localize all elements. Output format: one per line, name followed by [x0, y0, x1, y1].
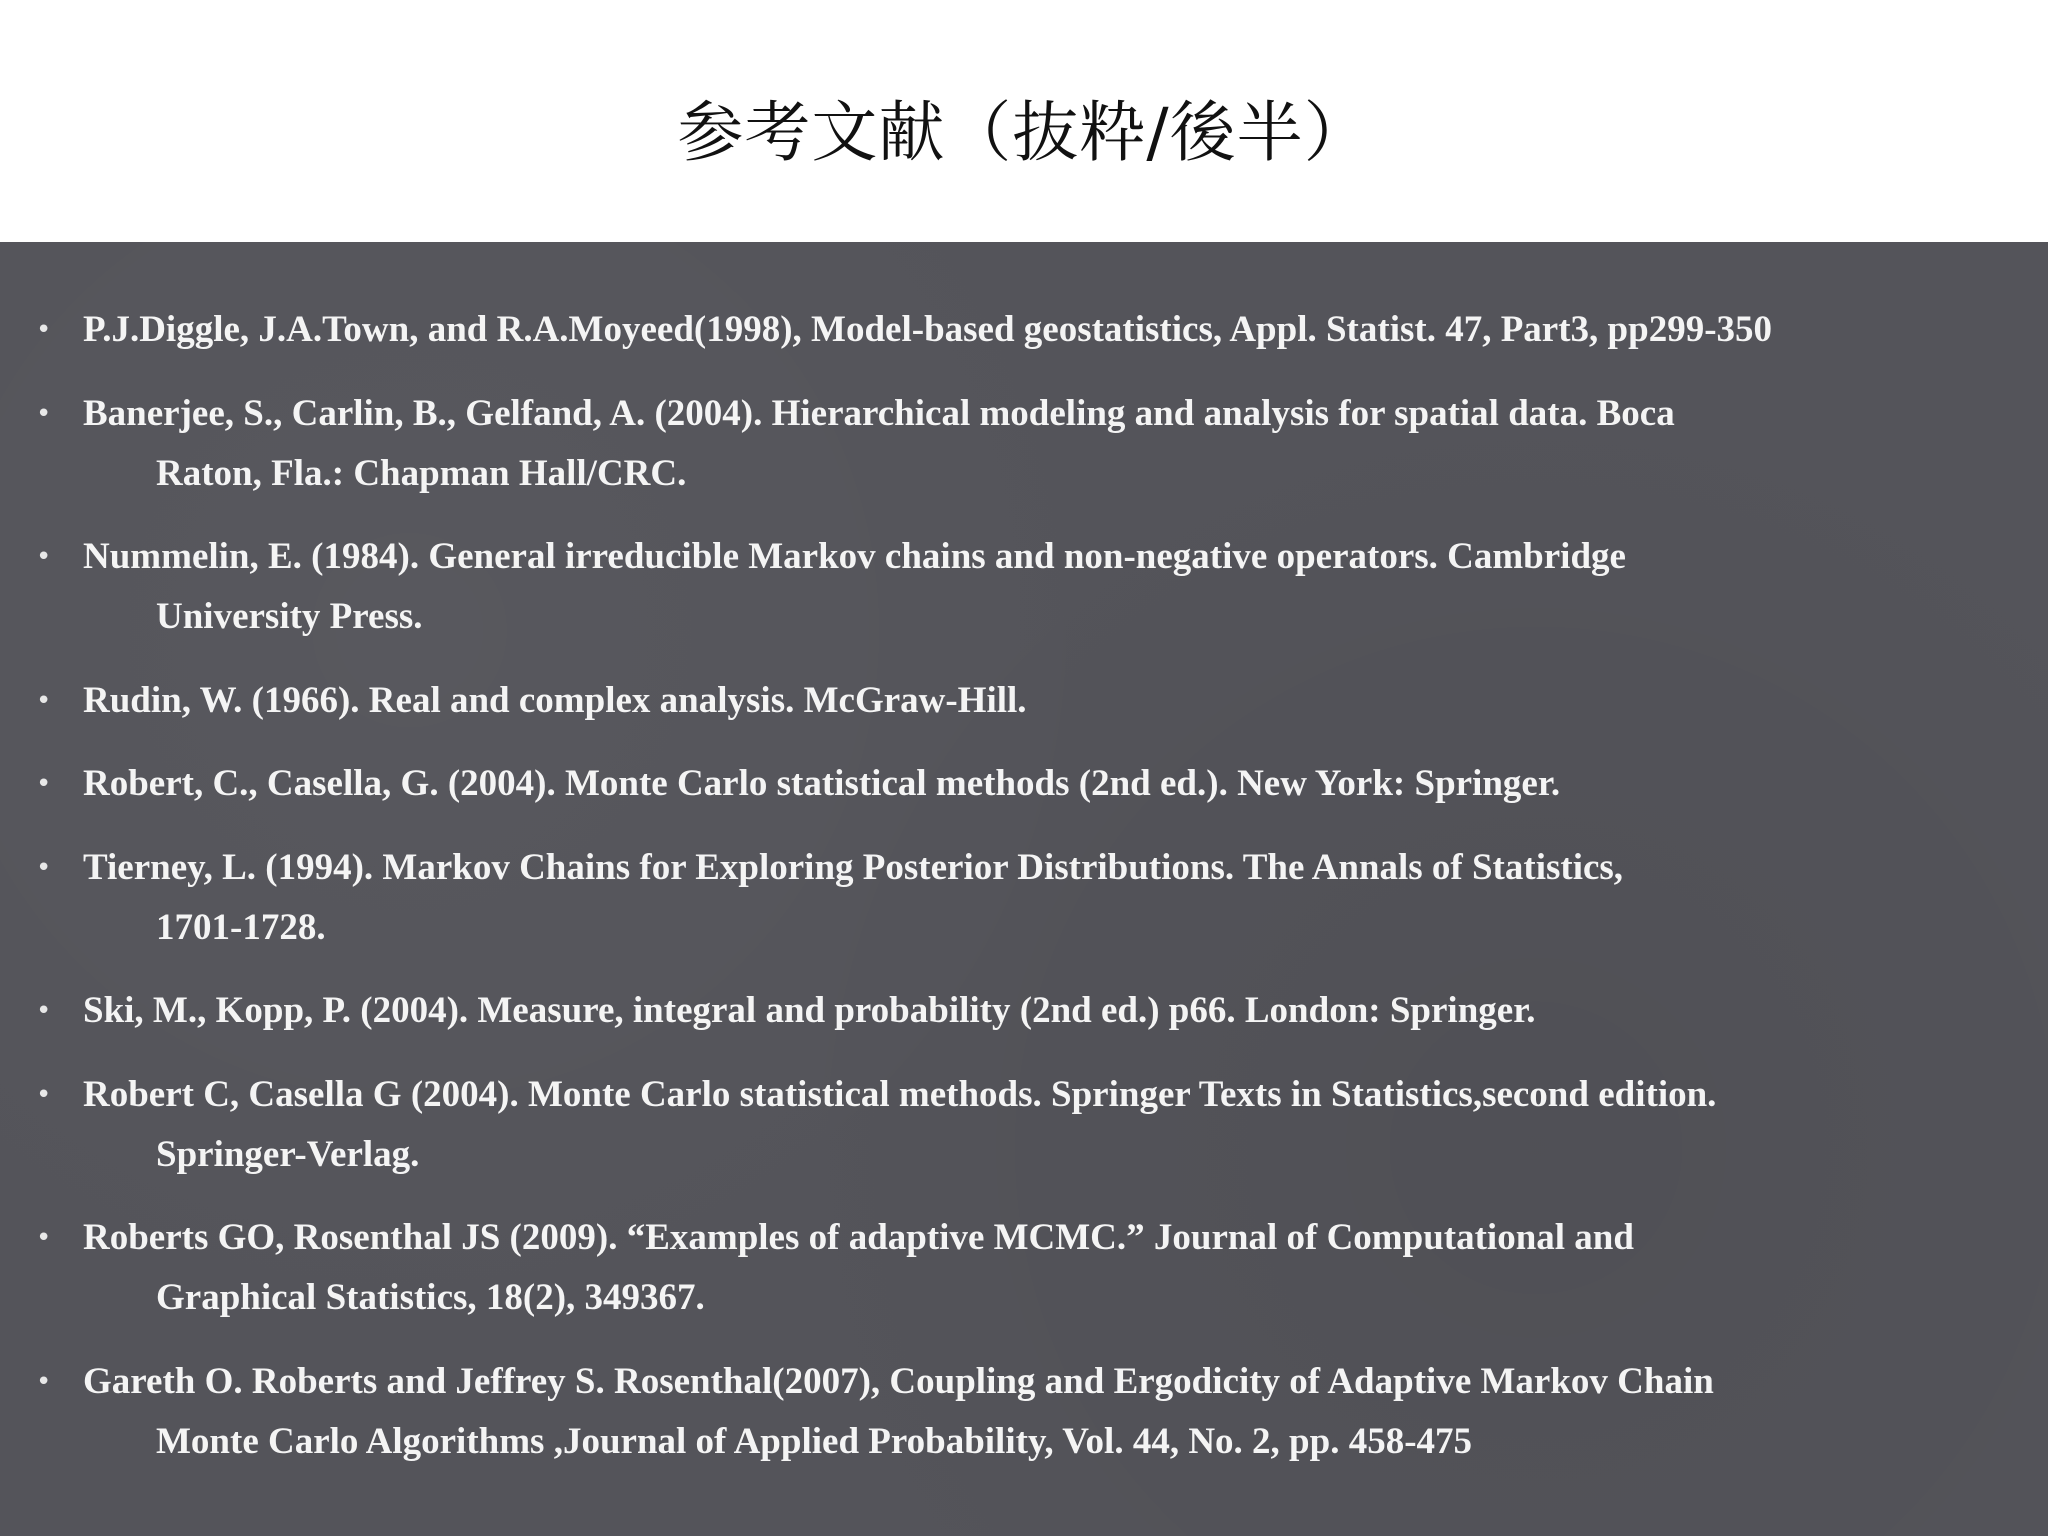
bullet-icon: •	[36, 1223, 52, 1253]
reference-item	[0, 981, 2048, 1041]
reference-item	[0, 300, 2048, 360]
content-band	[0, 242, 2048, 1536]
reference-item	[0, 1208, 2048, 1328]
bullet-icon: •	[36, 542, 52, 572]
reference-item	[0, 527, 2048, 647]
bullet-icon: •	[36, 315, 52, 345]
reference-item	[0, 671, 2048, 731]
title-band	[0, 0, 2048, 242]
reference-text-line: Nummelin, E. (1984). General irreducible Markov chains and non-negative operators. Cambridge	[83, 536, 1626, 577]
reference-text-line: University Press.	[156, 596, 423, 637]
reference-text-line: Gareth O. Roberts and Jeffrey S. Rosenthal(2007), Coupling and Ergodicity of Adaptive Markov Chain	[83, 1360, 1714, 1402]
reference-text-line: Springer-Verlag.	[156, 1133, 420, 1175]
reference-item	[0, 754, 2048, 814]
bullet-icon: •	[36, 996, 52, 1026]
reference-text-line: Robert, C., Casella, G. (2004). Monte Carlo statistical methods (2nd ed.). New York: Springer.	[83, 763, 1561, 804]
reference-text-line: Roberts GO, Rosenthal JS (2009). “Examples of adaptive MCMC.” Journal of Computational and	[83, 1217, 1634, 1258]
bullet-icon: •	[36, 1079, 52, 1110]
reference-text-line: Rudin, W. (1966). Real and complex analysis. McGraw-Hill.	[83, 679, 1027, 721]
reference-text-line: Banerjee, S., Carlin, B., Gelfand, A. (2004). Hierarchical modeling and analysis for spatial data. Boca	[83, 392, 1675, 434]
reference-text-line: Monte Carlo Algorithms ,Journal of Applied Probability, Vol. 44, No. 2, pp. 458-475	[156, 1420, 1473, 1462]
reference-text-line: Robert C, Casella G (2004). Monte Carlo statistical methods. Springer Texts in Statistics,second edition.	[83, 1073, 1717, 1115]
bullet-icon: •	[36, 1366, 52, 1397]
reference-text-line: Tierney, L. (1994). Markov Chains for Exploring Posterior Distributions. The Annals of Statistics,	[83, 846, 1624, 888]
bullet-icon: •	[36, 398, 52, 429]
reference-text-line: 1701-1728.	[156, 906, 326, 948]
reference-item	[0, 1352, 2048, 1472]
reference-item	[0, 838, 2048, 958]
reference-item	[0, 1065, 2048, 1185]
bullet-icon: •	[36, 685, 52, 716]
reference-text-line: Graphical Statistics, 18(2), 349367.	[156, 1277, 705, 1318]
bullet-icon: •	[36, 852, 52, 883]
bullet-icon: •	[36, 769, 52, 799]
reference-item	[0, 384, 2048, 504]
reference-text-line: Ski, M., Kopp, P. (2004). Measure, integral and probability (2nd ed.) p66. London: Springer.	[83, 990, 1536, 1031]
slide-title: 参考文献（抜粋/後半）	[677, 93, 1371, 171]
reference-text-line: Raton, Fla.: Chapman Hall/CRC.	[156, 452, 687, 494]
reference-list	[0, 300, 2048, 1495]
reference-text-line: P.J.Diggle, J.A.Town, and R.A.Moyeed(1998), Model-based geostatistics, Appl. Statist. 47, Part3, pp299-350	[83, 309, 1773, 350]
